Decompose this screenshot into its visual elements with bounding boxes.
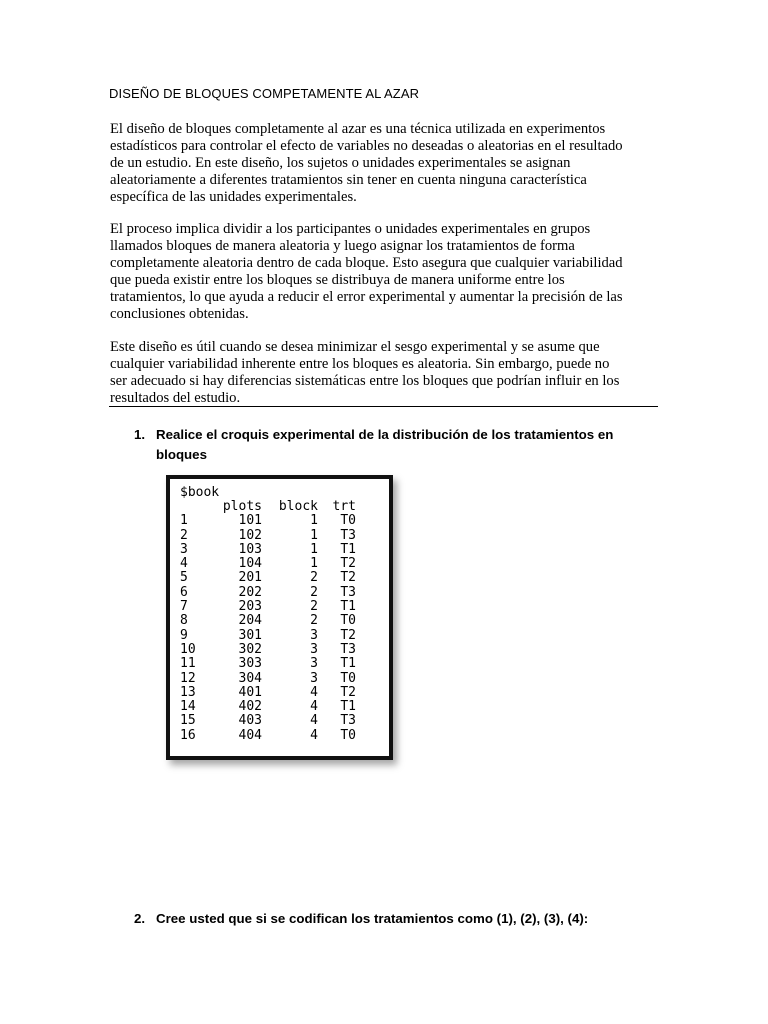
cell-idx: 4 <box>180 556 188 572</box>
cell-idx: 9 <box>180 627 188 643</box>
paragraph-line: de un estudio. En este diseño, los sujetos o unidades experimentales se asignan <box>110 154 571 171</box>
cell-block: 2 <box>310 570 318 586</box>
paragraph-line: resultados del estudio. <box>110 389 241 406</box>
cell-block: 1 <box>310 556 318 572</box>
cell-trt: T3 <box>340 527 356 543</box>
cell-idx: 12 <box>180 670 196 686</box>
paragraph-usage <box>110 339 662 407</box>
cell-trt: T1 <box>340 599 356 615</box>
paragraph-line: tratamientos, lo que ayuda a reducir el error experimental y aumentar la precisión de las <box>110 288 623 305</box>
cell-block: 3 <box>310 656 318 672</box>
cell-block: 2 <box>310 599 318 615</box>
paragraph-line: completamente aleatoria dentro de cada bloque. Esto asegura que cualquier variabilidad <box>110 254 623 271</box>
cell-trt: T2 <box>340 627 356 643</box>
table-row <box>180 600 356 614</box>
cell-block: 2 <box>310 584 318 600</box>
paragraph-line: que pueda existir entre los bloques se distribuya de manera uniforme entre los <box>110 271 565 288</box>
paragraph-line: cualquier variabilidad inherente entre los bloques es aleatoria. Sin embargo, puede no <box>110 355 610 372</box>
table-row <box>180 629 356 643</box>
cell-idx: 1 <box>180 513 188 529</box>
cell-plots: 202 <box>238 584 262 600</box>
cell-trt: T1 <box>340 699 356 715</box>
question-number: 1. <box>134 427 146 442</box>
table-row <box>180 586 356 600</box>
cell-idx: 14 <box>180 699 196 715</box>
cell-trt: T1 <box>340 541 356 557</box>
cell-block: 4 <box>310 699 318 715</box>
paragraph-line: específica de las unidades experimentales. <box>110 188 357 205</box>
column-header-block: block <box>278 499 318 514</box>
cell-block: 2 <box>310 613 318 629</box>
table-row <box>180 672 356 686</box>
cell-idx: 2 <box>180 527 188 543</box>
question-text <box>156 909 588 929</box>
cell-block: 4 <box>310 713 318 729</box>
question-number: 2. <box>134 911 146 926</box>
cell-idx: 16 <box>180 727 196 743</box>
cell-trt: T0 <box>340 513 356 529</box>
paragraph-line: conclusiones obtenidas. <box>110 305 249 322</box>
table-row <box>180 529 356 543</box>
cell-trt: T3 <box>340 713 356 729</box>
cell-block: 1 <box>310 513 318 529</box>
cell-plots: 301 <box>238 627 262 643</box>
question-text <box>156 425 613 465</box>
table-header-row <box>180 500 356 514</box>
question-2 <box>134 909 588 929</box>
table-row <box>180 514 356 528</box>
table-row <box>180 700 356 714</box>
cell-idx: 8 <box>180 613 188 629</box>
table-row <box>180 614 356 628</box>
cell-idx: 13 <box>180 684 196 700</box>
cell-plots: 103 <box>238 541 262 557</box>
cell-idx: 5 <box>180 570 188 586</box>
question-line: bloques <box>156 447 207 462</box>
table-row <box>180 657 356 671</box>
cell-trt: T2 <box>340 556 356 572</box>
cell-plots: 404 <box>238 727 262 743</box>
cell-plots: 101 <box>238 513 262 529</box>
paragraph-line: El diseño de bloques completamente al azar es una técnica utilizada en experimentos <box>110 121 606 137</box>
question-1 <box>134 425 613 465</box>
paragraph-line: estadísticos para controlar el efecto de variables no deseadas o aleatorias en el resultado <box>110 137 623 154</box>
cell-trt: T2 <box>340 570 356 586</box>
cell-block: 4 <box>310 684 318 700</box>
paragraph-definition <box>110 121 662 206</box>
table-row <box>180 714 356 728</box>
table-row <box>180 686 356 700</box>
cell-block: 3 <box>310 641 318 657</box>
table-row <box>180 643 356 657</box>
cell-idx: 11 <box>180 656 196 672</box>
paragraph-line: ser adecuado si hay diferencias sistemáticas entre los bloques que podrían influir en los <box>110 372 620 389</box>
cell-trt: T0 <box>340 670 356 686</box>
table-row <box>180 729 356 743</box>
paragraph-line: aleatoriamente a diferentes tratamientos sin tener en cuenta ninguna característica <box>110 171 587 188</box>
cell-trt: T1 <box>340 656 356 672</box>
cell-plots: 403 <box>238 713 262 729</box>
cell-idx: 7 <box>180 599 188 615</box>
cell-plots: 201 <box>238 570 262 586</box>
cell-plots: 203 <box>238 599 262 615</box>
cell-plots: 303 <box>238 656 262 672</box>
cell-plots: 401 <box>238 684 262 700</box>
cell-plots: 402 <box>238 699 262 715</box>
paragraph-process <box>110 221 662 322</box>
cell-trt: T3 <box>340 641 356 657</box>
cell-idx: 6 <box>180 584 188 600</box>
question-line: Realice el croquis experimental de la distribución de los tratamientos en <box>156 427 614 442</box>
paragraph-line: El proceso implica dividir a los participantes o unidades experimentales en grupos <box>110 221 591 237</box>
cell-plots: 102 <box>238 527 262 543</box>
cell-trt: T2 <box>340 684 356 700</box>
table-row <box>180 557 356 571</box>
table-row <box>180 543 356 557</box>
cell-trt: T0 <box>340 727 356 743</box>
cell-plots: 302 <box>238 641 262 657</box>
document-title: DISEÑO DE BLOQUES COMPETAMENTE AL AZAR <box>109 86 420 101</box>
paragraph-line: llamados bloques de manera aleatoria y luego asignar los tratamientos de forma <box>110 237 575 254</box>
paragraph-line: Este diseño es útil cuando se desea minimizar el sesgo experimental y se asume que <box>110 339 600 355</box>
cell-trt: T3 <box>340 584 356 600</box>
column-header-trt: trt <box>332 499 356 514</box>
question-line: Cree usted que si se codifican los tratamientos como (1), (2), (3), (4): <box>156 911 589 926</box>
cell-block: 4 <box>310 727 318 743</box>
cell-block: 1 <box>310 527 318 543</box>
console-object-name: $book <box>180 485 220 500</box>
r-output-screenshot <box>166 475 393 760</box>
cell-block: 3 <box>310 627 318 643</box>
cell-plots: 104 <box>238 556 262 572</box>
column-header-plots: plots <box>222 499 262 514</box>
table-row <box>180 571 356 585</box>
section-divider <box>109 406 658 407</box>
cell-idx: 10 <box>180 641 196 657</box>
cell-plots: 204 <box>238 613 262 629</box>
cell-idx: 3 <box>180 541 188 557</box>
cell-trt: T0 <box>340 613 356 629</box>
field-book-table <box>180 500 356 743</box>
cell-block: 3 <box>310 670 318 686</box>
cell-idx: 15 <box>180 713 196 729</box>
cell-plots: 304 <box>238 670 262 686</box>
cell-block: 1 <box>310 541 318 557</box>
index-header <box>180 500 210 514</box>
